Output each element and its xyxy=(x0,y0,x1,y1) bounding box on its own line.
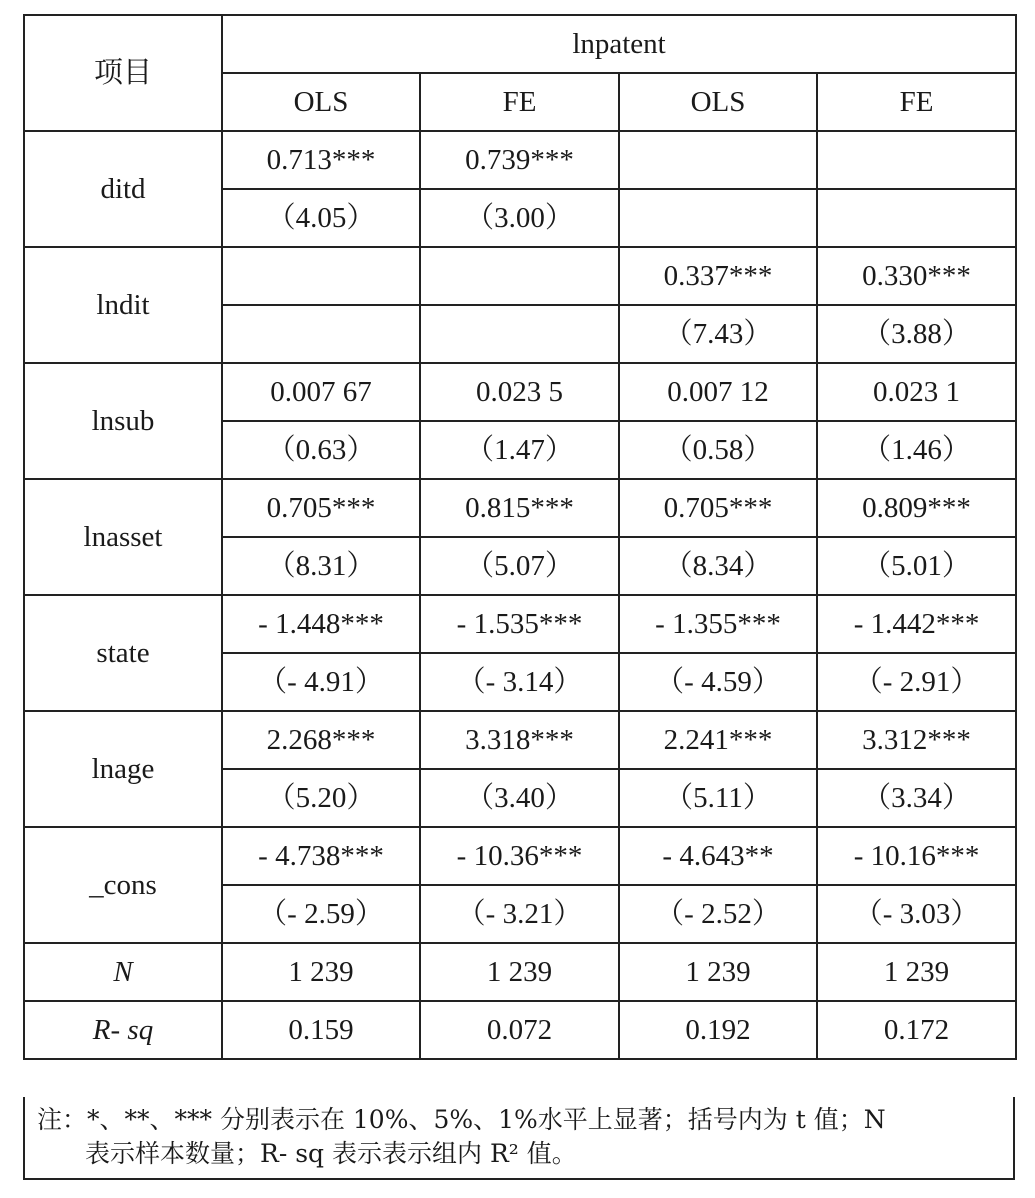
row-label-cons: _cons xyxy=(24,827,222,943)
coef-cell xyxy=(817,131,1016,189)
tstat-cell: （0.58） xyxy=(619,421,817,479)
coef-cell: - 10.36*** xyxy=(420,827,619,885)
coef-cell: - 1.442*** xyxy=(817,595,1016,653)
coef-cell: - 4.738*** xyxy=(222,827,420,885)
coef-cell xyxy=(619,131,817,189)
tstat-cell: （- 3.21） xyxy=(420,885,619,943)
table-row-coef xyxy=(24,827,1016,885)
tstat-cell: （- 3.03） xyxy=(817,885,1016,943)
tstat-cell: （3.40） xyxy=(420,769,619,827)
tstat-cell: （1.47） xyxy=(420,421,619,479)
model-header: OLS xyxy=(619,73,817,131)
coef-cell: 0.739*** xyxy=(420,131,619,189)
tstat-cell xyxy=(817,189,1016,247)
table-row-coef xyxy=(24,711,1016,769)
tstat-cell: （- 2.52） xyxy=(619,885,817,943)
tstat-cell xyxy=(619,189,817,247)
table-row-stat xyxy=(24,1001,1016,1059)
row-label-ditd: ditd xyxy=(24,131,222,247)
coef-cell: 2.241*** xyxy=(619,711,817,769)
tstat-cell: （7.43） xyxy=(619,305,817,363)
coef-cell: - 10.16*** xyxy=(817,827,1016,885)
row-label-lndit: lndit xyxy=(24,247,222,363)
table-row-coef xyxy=(24,363,1016,421)
regression-table xyxy=(23,14,1017,1060)
coef-cell: 3.318*** xyxy=(420,711,619,769)
tstat-cell: （1.46） xyxy=(817,421,1016,479)
coef-cell: - 4.643** xyxy=(619,827,817,885)
row-label-lnasset: lnasset xyxy=(24,479,222,595)
table-row-stat xyxy=(24,943,1016,1001)
dependent-var-header: lnpatent xyxy=(222,15,1016,73)
coef-cell: 3.312*** xyxy=(817,711,1016,769)
footnote-line-1: 注：*、**、*** 分别表示在 10%、5%、1%水平上显著；括号内为 t 值；N xyxy=(37,1105,886,1134)
stat-cell: 0.072 xyxy=(420,1001,619,1059)
tstat-cell: （- 2.91） xyxy=(817,653,1016,711)
row-label-lnsub: lnsub xyxy=(24,363,222,479)
row-label-r-sq xyxy=(24,1001,222,1059)
tstat-cell: （3.00） xyxy=(420,189,619,247)
coef-cell: - 1.355*** xyxy=(619,595,817,653)
tstat-cell: （0.63） xyxy=(222,421,420,479)
table-row-coef xyxy=(24,595,1016,653)
tstat-cell: （- 2.59） xyxy=(222,885,420,943)
coef-cell: 0.337*** xyxy=(619,247,817,305)
item-header: 项目 xyxy=(24,15,222,131)
table-row-coef xyxy=(24,247,1016,305)
stat-cell: 1 239 xyxy=(817,943,1016,1001)
coef-cell xyxy=(222,247,420,305)
tstat-cell: （5.11） xyxy=(619,769,817,827)
table-row-coef xyxy=(24,131,1016,189)
coef-cell: - 1.448*** xyxy=(222,595,420,653)
tstat-cell: （3.34） xyxy=(817,769,1016,827)
coef-cell: 0.713*** xyxy=(222,131,420,189)
coef-cell: 0.705*** xyxy=(619,479,817,537)
header-row-1 xyxy=(24,15,1016,73)
coef-cell: 0.007 67 xyxy=(222,363,420,421)
row-label-state: state xyxy=(24,595,222,711)
tstat-cell: （5.01） xyxy=(817,537,1016,595)
coef-cell: 0.809*** xyxy=(817,479,1016,537)
stat-cell: 0.192 xyxy=(619,1001,817,1059)
table-row-coef xyxy=(24,479,1016,537)
tstat-cell: （- 4.91） xyxy=(222,653,420,711)
table-footnote xyxy=(23,1097,1015,1180)
tstat-cell: （3.88） xyxy=(817,305,1016,363)
tstat-cell xyxy=(222,305,420,363)
footnote-line-2: 表示样本数量；R- sq 表示表示组内 R² 值。 xyxy=(85,1139,577,1168)
coef-cell: 0.023 5 xyxy=(420,363,619,421)
coef-cell: 0.023 1 xyxy=(817,363,1016,421)
stat-cell: 0.159 xyxy=(222,1001,420,1059)
model-header: FE xyxy=(420,73,619,131)
coef-cell: - 1.535*** xyxy=(420,595,619,653)
tstat-cell: （8.31） xyxy=(222,537,420,595)
tstat-cell xyxy=(420,305,619,363)
tstat-cell: （5.07） xyxy=(420,537,619,595)
stat-cell: 1 239 xyxy=(222,943,420,1001)
tstat-cell: （4.05） xyxy=(222,189,420,247)
tstat-cell: （- 4.59） xyxy=(619,653,817,711)
r-sq-label: R- sq xyxy=(92,1014,154,1046)
coef-cell: 0.330*** xyxy=(817,247,1016,305)
tstat-cell: （5.20） xyxy=(222,769,420,827)
coef-cell xyxy=(420,247,619,305)
stat-cell: 1 239 xyxy=(420,943,619,1001)
row-label-n: N xyxy=(24,943,222,1001)
stat-cell: 0.172 xyxy=(817,1001,1016,1059)
tstat-cell: （- 3.14） xyxy=(420,653,619,711)
model-header: OLS xyxy=(222,73,420,131)
tstat-cell: （8.34） xyxy=(619,537,817,595)
coef-cell: 0.007 12 xyxy=(619,363,817,421)
row-label-lnage: lnage xyxy=(24,711,222,827)
coef-cell: 0.815*** xyxy=(420,479,619,537)
coef-cell: 0.705*** xyxy=(222,479,420,537)
model-header: FE xyxy=(817,73,1016,131)
stat-cell: 1 239 xyxy=(619,943,817,1001)
coef-cell: 2.268*** xyxy=(222,711,420,769)
